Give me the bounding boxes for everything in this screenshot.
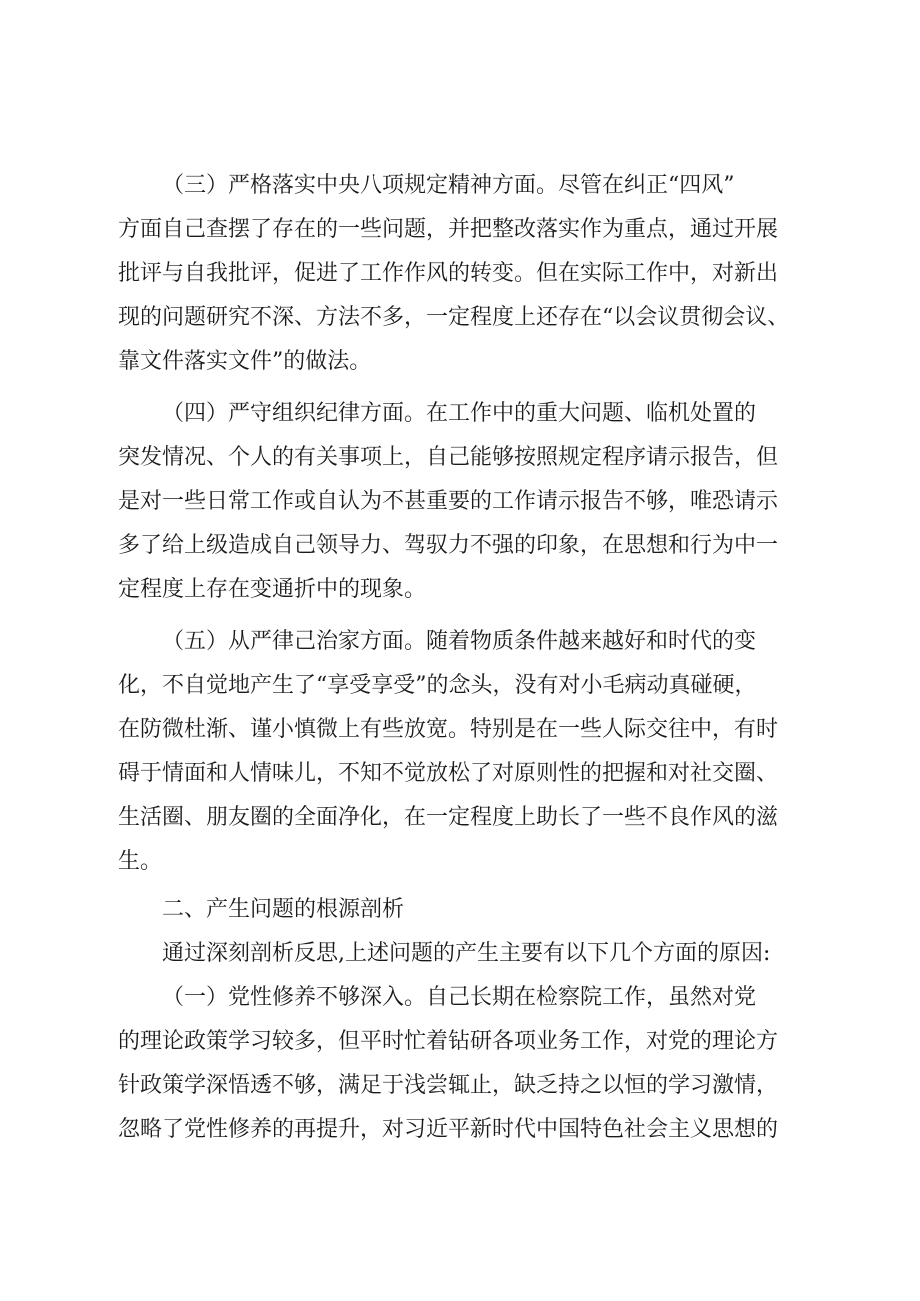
paragraph-4-line-4: 多了给上级造成自己领导力、驾驭力不强的印象，在思想和行为中一: [118, 533, 779, 558]
paragraph-5-line-2: 化，不自觉地产生了“享受享受”的念头，没有对小毛病动真碰硬，: [118, 673, 757, 698]
paragraph-5-line-1: （五）从严律己治家方面。随着物质条件越来越好和时代的变: [162, 629, 757, 654]
paragraph-3-line-4: 现的问题研究不深、方法不多，一定程度上还存在“以会议贯彻会议、: [118, 305, 790, 330]
cause-1-line-2: 的理论政策学习较多，但平时忙着钻研各项业务工作，对党的理论方: [118, 1029, 779, 1054]
paragraph-5-line-5: 生活圈、朋友圈的全面净化，在一定程度上助长了一些不良作风的滋: [118, 805, 779, 830]
paragraph-5-line-4: 碍于情面和人情味儿，不知不觉放松了对原则性的把握和对社交圈、: [118, 761, 779, 786]
paragraph-4-line-2: 突发情况、个人的有关事项上，自己能够按照规定程序请示报告，但: [118, 445, 779, 470]
intro-sentence: 通过深刻剖析反思,上述问题的产生主要有以下几个方面的原因:: [162, 941, 771, 966]
paragraph-4-line-5: 定程度上存在变通折中的现象。: [118, 577, 427, 602]
cause-1-line-4: 忽略了党性修养的再提升，对习近平新时代中国特色社会主义思想的: [118, 1117, 779, 1142]
paragraph-5-line-6: 生。: [118, 849, 163, 874]
cause-1-line-3: 针政策学深悟透不够，满足于浅尝辄止，缺乏持之以恒的学习激情，: [118, 1073, 779, 1098]
section-heading: 二、产生问题的根源剖析: [162, 897, 405, 922]
paragraph-3-line-5: 靠文件落实文件”的做法。: [118, 349, 372, 374]
paragraph-3-line-3: 批评与自我批评，促进了工作作风的转变。但在实际工作中，对新出: [118, 261, 779, 286]
paragraph-3-line-2: 方面自己查摆了存在的一些问题，并把整改落实作为重点，通过开展: [118, 217, 779, 242]
paragraph-3-line-1: （三）严格落实中央八项规定精神方面。尽管在纠正“四风”: [162, 173, 735, 198]
cause-1-line-1: （一）党性修养不够深入。自己长期在检察院工作，虽然对党: [162, 985, 757, 1010]
paragraph-4-line-3: 是对一些日常工作或自认为不甚重要的工作请示报告不够，唯恐请示: [118, 489, 779, 514]
paragraph-4-line-1: （四）严守组织纪律方面。在工作中的重大问题、临机处置的: [162, 401, 757, 426]
paragraph-5-line-3: 在防微杜渐、谨小慎微上有些放宽。特别是在一些人际交往中，有时: [118, 717, 779, 742]
